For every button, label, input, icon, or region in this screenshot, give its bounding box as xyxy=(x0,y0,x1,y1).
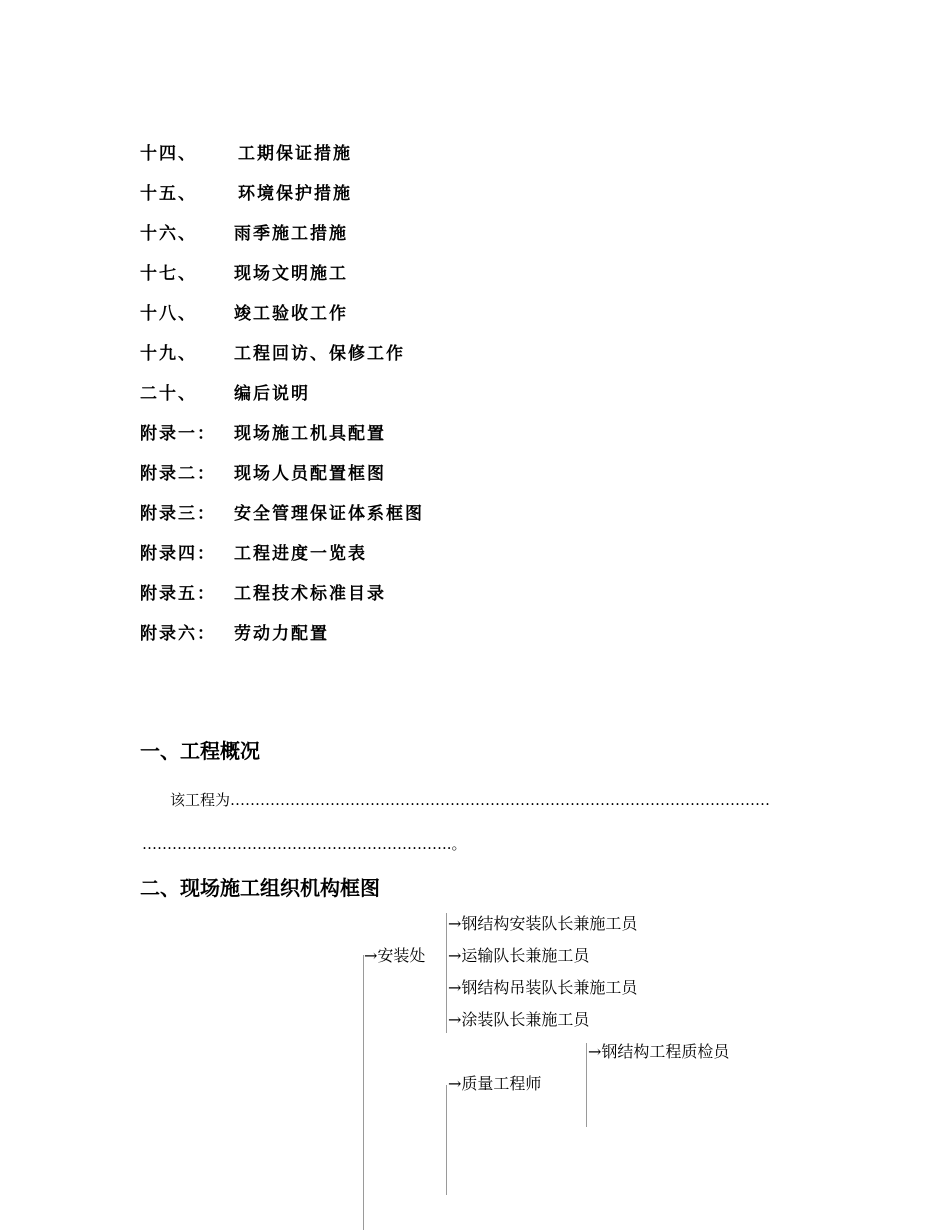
toc-item-title: 工期保证措施 xyxy=(238,144,352,164)
toc-item-number: 十七、 xyxy=(140,264,197,284)
org-node-quality-engineer: →质量工程师 xyxy=(448,1074,542,1093)
toc-item-title: 现场人员配置框图 xyxy=(234,464,386,484)
toc-item-title: 环境保护措施 xyxy=(238,184,352,204)
toc-item-title: 工程回访、保修工作 xyxy=(234,344,405,364)
org-connector-line xyxy=(586,1043,587,1127)
toc-item-number: 附录三： xyxy=(140,504,216,524)
toc-item-number: 十五、 xyxy=(140,184,197,204)
toc-item-title: 现场施工机具配置 xyxy=(234,424,386,444)
org-connector-line xyxy=(446,1085,447,1195)
toc-item-title: 编后说明 xyxy=(234,384,310,404)
toc-item-title: 安全管理保证体系框图 xyxy=(234,504,424,524)
toc-item-title: 雨季施工措施 xyxy=(234,224,348,244)
org-node-lifting-leader: →钢结构吊装队长兼施工员 xyxy=(448,978,638,997)
toc-item-number: 附录四： xyxy=(140,544,216,564)
project-overview-line-2: ……………………………………………………..。 xyxy=(142,835,467,853)
toc-item-number: 二十、 xyxy=(140,384,197,404)
toc-item-number: 十九、 xyxy=(140,344,197,364)
org-node-install-dept: →安装处 xyxy=(364,946,426,965)
toc-item-number: 附录五： xyxy=(140,584,216,604)
section-1-heading: 一、工程概况 xyxy=(140,739,260,763)
org-connector-line xyxy=(363,955,364,1230)
toc-item-title: 现场文明施工 xyxy=(234,264,348,284)
toc-item-title: 竣工验收工作 xyxy=(234,304,348,324)
org-connector-line xyxy=(446,913,447,1033)
toc-item-title: 劳动力配置 xyxy=(234,624,329,644)
toc-item-number: 附录一： xyxy=(140,424,216,444)
org-node-steel-install-leader: →钢结构安装队长兼施工员 xyxy=(448,914,638,933)
toc-item-title: 工程进度一览表 xyxy=(234,544,367,564)
section-2-heading: 二、现场施工组织机构框图 xyxy=(140,876,380,900)
toc-item-title: 工程技术标准目录 xyxy=(234,584,386,604)
project-overview-line-1: 该工程为……………………………………………………………………………………………… xyxy=(170,791,771,809)
toc-item-number: 十八、 xyxy=(140,304,197,324)
toc-item-number: 附录六： xyxy=(140,624,216,644)
toc-item-number: 附录二： xyxy=(140,464,216,484)
toc-item-number: 十四、 xyxy=(140,144,197,164)
org-node-coating-leader: →涂装队长兼施工员 xyxy=(448,1010,590,1029)
toc-item-number: 十六、 xyxy=(140,224,197,244)
org-node-quality-inspector: →钢结构工程质检员 xyxy=(588,1042,730,1061)
org-node-transport-leader: →运输队长兼施工员 xyxy=(448,946,590,965)
